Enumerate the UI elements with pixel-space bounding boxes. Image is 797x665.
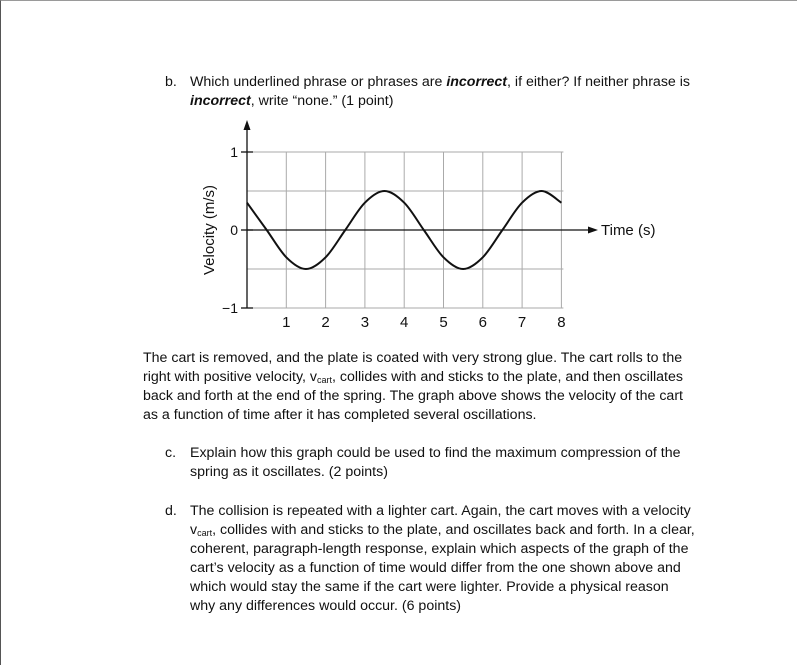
question-c-letter: c. bbox=[165, 445, 177, 461]
chart-ticks bbox=[222, 144, 566, 331]
question-b-line-2-post: , write “none.” (1 point) bbox=[250, 93, 394, 109]
question-b-line-1 bbox=[190, 73, 690, 92]
question-b-letter: b. bbox=[165, 74, 177, 90]
question-c-text bbox=[190, 444, 681, 482]
question-b-emphasis-1: incorrect bbox=[446, 74, 508, 90]
question-b-emphasis-2: incorrect bbox=[190, 93, 251, 109]
chart-axes bbox=[244, 120, 599, 308]
paragraph-line-2-pre: right with positive velocity, v bbox=[143, 369, 317, 385]
x-tick-label: 2 bbox=[321, 314, 330, 331]
y-tick-label: 1 bbox=[230, 144, 238, 160]
velocity-time-chart bbox=[190, 112, 690, 337]
question-d-line-1: The collision is repeated with a lighter cart. Again, the cart moves with a velocity bbox=[190, 503, 691, 519]
v-cart-subscript: cart bbox=[317, 375, 333, 385]
question-c-line-2: spring as it oscillates. (2 points) bbox=[190, 464, 388, 480]
y-axis-arrow bbox=[244, 120, 251, 130]
paragraph-line-4: as a function of time after it has completed several oscillations. bbox=[143, 407, 537, 423]
x-axis-label: Time (s) bbox=[601, 222, 656, 239]
question-d-line-2 bbox=[190, 521, 695, 540]
question-d-line-2-pre: v bbox=[190, 522, 198, 538]
x-axis-arrow bbox=[588, 227, 598, 234]
question-d-line-3: coherent, paragraph-length response, explain which aspects of the graph of the bbox=[190, 541, 689, 557]
x-tick-label: 3 bbox=[360, 314, 370, 331]
paragraph-line-2 bbox=[143, 368, 723, 387]
question-d-line-6: why any differences would occur. (6 points) bbox=[190, 598, 462, 614]
y-tick-label: −1 bbox=[222, 300, 238, 316]
question-d-letter: d. bbox=[165, 503, 177, 519]
question-b-text bbox=[190, 73, 690, 111]
question-d-line-5: which would stay the same if the cart were lighter. Provide a physical reason bbox=[190, 579, 669, 595]
x-tick-label: 5 bbox=[439, 314, 448, 331]
question-d-line-2-post: , collides with and sticks to the plate, and oscillates back and forth. In a clear, bbox=[212, 522, 695, 538]
x-tick-label: 1 bbox=[282, 314, 291, 331]
context-paragraph bbox=[143, 349, 723, 425]
question-c-line-1: Explain how this graph could be used to find the maximum compression of the bbox=[190, 445, 681, 461]
question-d-line-4: cart’s velocity as a function of time would differ from the one shown above and bbox=[190, 560, 681, 576]
question-b-line-1-post: , if either? If neither phrase is bbox=[507, 74, 690, 90]
question-b-line-2 bbox=[190, 92, 690, 111]
question-d-text bbox=[190, 502, 695, 616]
paragraph-line-3: back and forth at the end of the spring. The graph above shows the velocity of the cart bbox=[143, 388, 683, 404]
x-tick-label: 4 bbox=[400, 314, 409, 331]
question-b-line-1-pre: Which underlined phrase or phrases are bbox=[190, 74, 447, 90]
v-cart-subscript-d: cart bbox=[197, 528, 213, 538]
y-axis-label: Velocity (m/s) bbox=[201, 184, 218, 276]
x-tick-label: 6 bbox=[478, 314, 487, 331]
paragraph-line-1: The cart is removed, and the plate is coated with very strong glue. The cart rolls to the bbox=[143, 350, 683, 366]
y-tick-label: 0 bbox=[230, 222, 238, 238]
x-tick-label: 8 bbox=[557, 314, 566, 331]
paragraph-line-2-post: , collides with and sticks to the plate, and then oscillates bbox=[332, 369, 683, 385]
x-tick-label: 7 bbox=[517, 314, 527, 331]
